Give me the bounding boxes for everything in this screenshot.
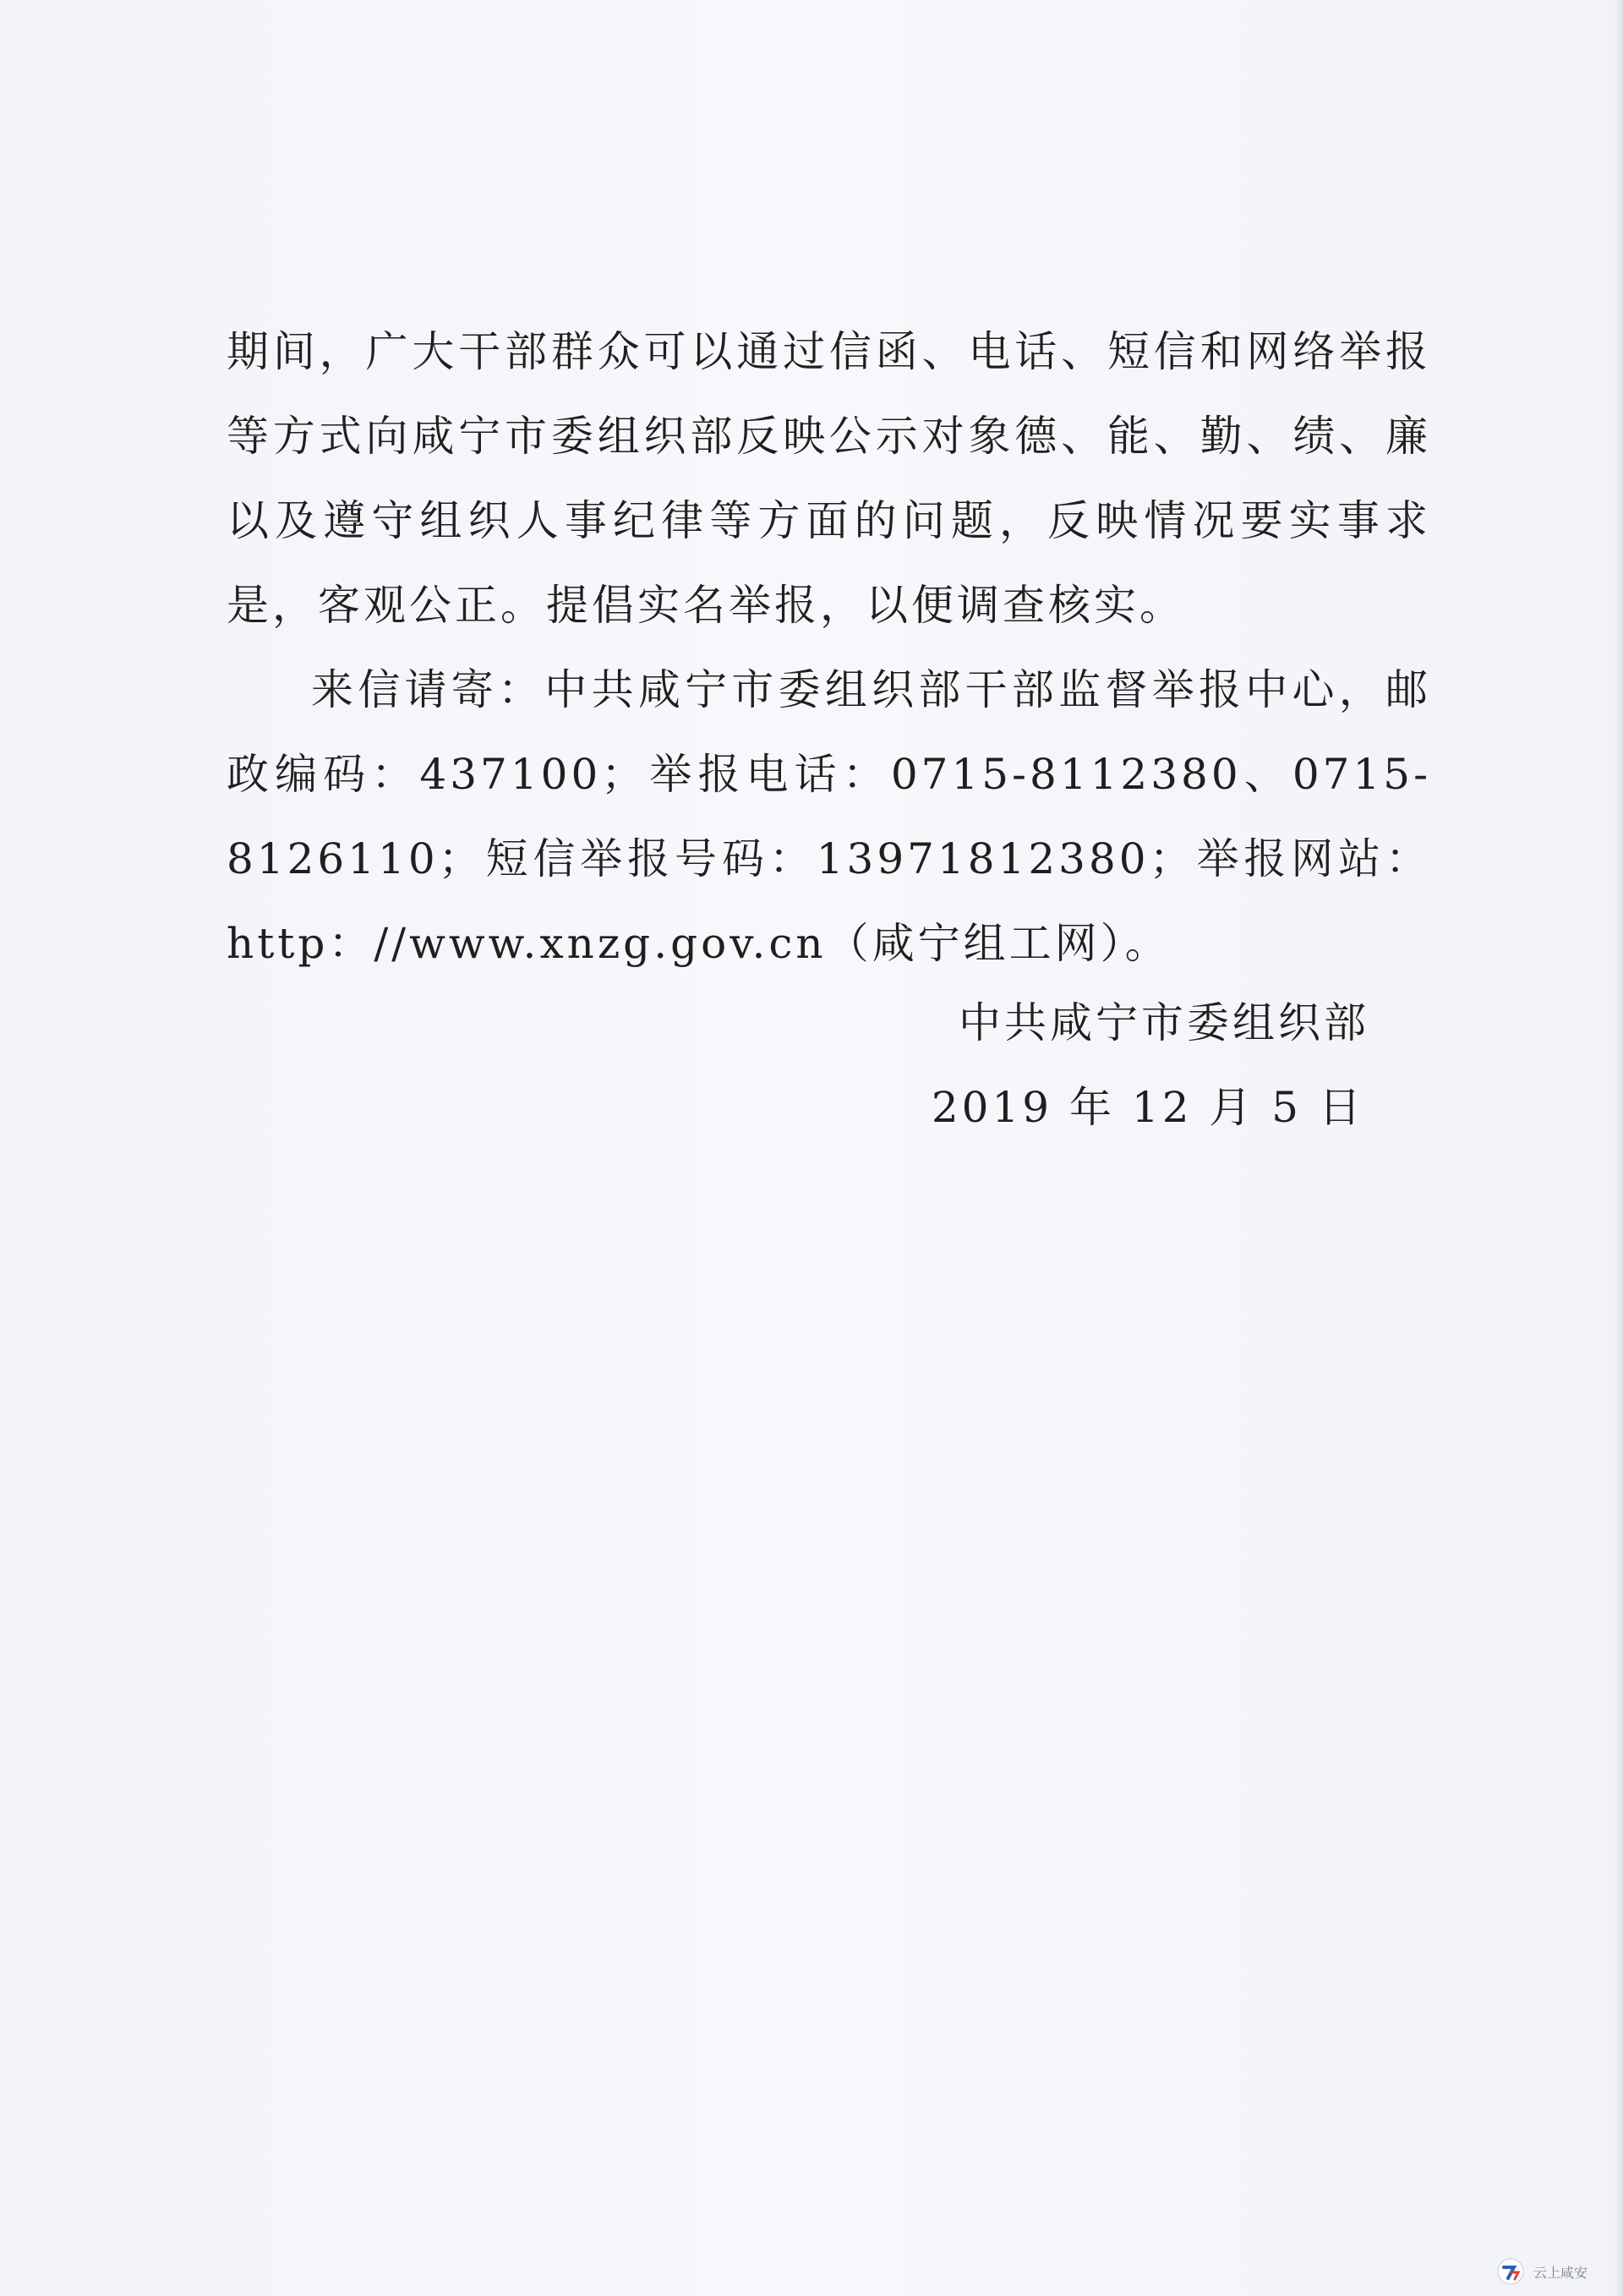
watermark bbox=[1496, 2257, 1587, 2286]
scan-edge-shadow bbox=[1615, 0, 1623, 2296]
paragraph-reporting-methods: 期间，广大干部群众可以通过信函、电话、短信和网络举报等方式向咸宁市委组织部反映公示对象德、能、勤、绩、廉以及遵守组织人事纪律等方面的问题，反映情况要实事求是，客观公正。提倡实名举报，以便调查核实。 bbox=[227, 327, 1431, 630]
document-body bbox=[227, 309, 1431, 986]
watermark-label: 云上咸安 bbox=[1533, 2264, 1588, 2281]
signature-block bbox=[896, 981, 1369, 1150]
signature-date: 2019 年 12 月 5 日 bbox=[931, 1083, 1364, 1132]
signature-organization: 中共咸宁市委组织部 bbox=[959, 998, 1369, 1047]
paragraph-contact-info: 来信请寄：中共咸宁市委组织部干部监督举报中心，邮政编码：437100；举报电话：0715-8112380、0715-8126110；短信举报号码：13971812380；举报网站：http：//www.xnzg.gov.cn（咸宁组工网）。 bbox=[227, 665, 1431, 968]
yunshang-xianan-logo-icon bbox=[1496, 2257, 1525, 2286]
